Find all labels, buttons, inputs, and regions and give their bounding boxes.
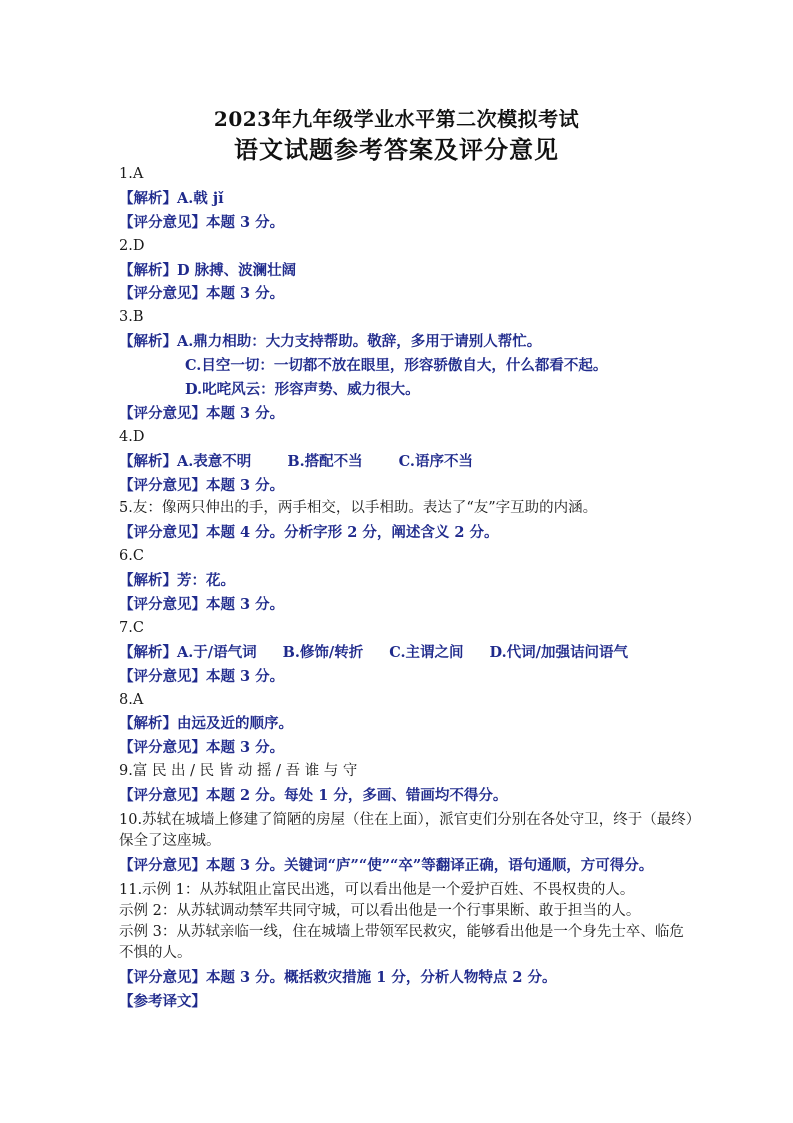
q4-analysis-b: B.搭配不当 <box>287 452 363 470</box>
q7-analysis-d: D.代词/加强诘问语气 <box>489 643 628 661</box>
q6-score: 【评分意见】本题 3 分。 <box>119 596 285 614</box>
q6-analysis: 【解析】芳：花。 <box>119 572 235 590</box>
q5-answer: 5.友：像两只伸出的手，两手相交，以手相助。表达了“友”字互助的内涵。 <box>119 500 598 517</box>
q10-score: 【评分意见】本题 3 分。关键词“庐”“使”“卒”等翻译正确，语句通顺，方可得分。 <box>119 857 654 875</box>
q8-score: 【评分意见】本题 3 分。 <box>119 739 285 757</box>
q7-answer: 7.C <box>119 619 144 636</box>
q2-score: 【评分意见】本题 3 分。 <box>119 285 285 303</box>
q2-analysis: 【解析】D 脉搏、波澜壮阔 <box>119 261 297 279</box>
q1-answer: 1.A <box>119 166 144 182</box>
q4-answer: 4.D <box>119 428 145 445</box>
q6-answer: 6.C <box>119 548 144 565</box>
translation-heading: 【参考译文】 <box>119 992 206 1010</box>
q2-answer: 2.D <box>119 237 145 254</box>
q11-example-2: 示例 2：从苏轼调动禁军共同守城，可以看出他是一个行事果断、敢于担当的人。 <box>119 903 641 920</box>
q1-analysis: 【解析】A.戟 jǐ <box>119 189 224 207</box>
q3-analysis-d: D.叱咤风云：形容声势、威力很大。 <box>185 381 420 399</box>
q7-analysis-a: 【解析】A.于/语气词 <box>119 643 257 661</box>
q7-analysis-c: C.主谓之间 <box>389 643 464 661</box>
q9-score: 【评分意见】本题 2 分。每处 1 分，多画、错画均不得分。 <box>119 787 508 805</box>
q3-answer: 3.B <box>119 309 144 326</box>
q1-score: 【评分意见】本题 3 分。 <box>119 213 285 231</box>
q9-answer: 9.富 民 出 / 民 皆 动 摇 / 吾 谁 与 守 <box>119 763 358 780</box>
q5-score: 【评分意见】本题 4 分。分析字形 2 分，阐述含义 2 分。 <box>119 524 499 542</box>
q3-score: 【评分意见】本题 3 分。 <box>119 404 285 422</box>
q4-analysis <box>119 450 694 474</box>
q4-analysis-a: 【解析】A.表意不明 <box>119 452 252 470</box>
q11-example-3: 示例 3：从苏轼亲临一线，住在城墙上带领军民救灾，能够看出他是一个身先士卒、临危不惧的人。 <box>119 924 684 962</box>
q3-analysis-a: 【解析】A.鼎力相助：大力支持帮助。敬辞，多用于请别人帮忙。 <box>119 333 542 351</box>
q4-score: 【评分意见】本题 3 分。 <box>119 476 285 494</box>
q11-score: 【评分意见】本题 3 分。概括救灾措施 1 分，分析人物特点 2 分。 <box>119 969 557 987</box>
document-title: 语文试题参考答案及评分意见 <box>234 135 559 164</box>
q7-score: 【评分意见】本题 3 分。 <box>119 667 285 685</box>
q4-analysis-c: C.语序不当 <box>398 452 473 470</box>
q10-answer: 10.苏轼在城墙上修建了简陋的房屋（住在上面），派官吏们分别在各处守卫，终于（最终）保全了这座城。 <box>119 812 694 850</box>
q11-example-1: 11.示例 1：从苏轼阻止富民出逃，可以看出他是一个爱护百姓、不畏权贵的人。 <box>119 882 635 899</box>
q8-analysis: 【解析】由远及近的顺序。 <box>119 715 293 733</box>
answer-content <box>119 163 694 1014</box>
exam-title: 2023年九年级学业水平第二次模拟考试 <box>213 107 580 131</box>
q3-analysis-c: C.目空一切：一切都不放在眼里，形容骄傲自大，什么都看不起。 <box>185 357 608 375</box>
q8-answer: 8.A <box>119 691 144 708</box>
q7-analysis <box>119 641 694 665</box>
q7-analysis-b: B.修饰/转折 <box>282 643 364 661</box>
